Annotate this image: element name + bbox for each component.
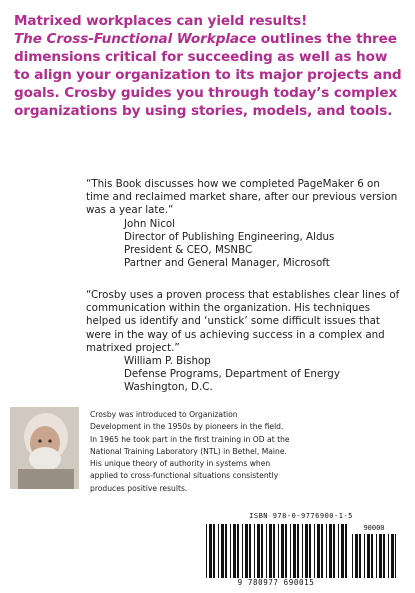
barcode-bar bbox=[257, 524, 260, 578]
barcode-bar bbox=[355, 534, 358, 578]
headline-line1: Matrixed workplaces can yield results! bbox=[14, 13, 308, 29]
attribution-title: Defense Programs, Department of Energy bbox=[124, 368, 340, 381]
bio-line: Crosby was introduced to Organization bbox=[90, 410, 238, 419]
testimonial-text: “Crosby uses a proven process that establishes clear lines of communication within the organization. His techniques helped us identify and ‘unstick’ some difficult issues that were in the way of us achieving success in a complex and matrixed project.” bbox=[86, 289, 400, 354]
testimonial-attribution bbox=[124, 355, 404, 395]
barcode-bar bbox=[237, 524, 239, 578]
barcode-bar bbox=[302, 524, 303, 578]
barcode-bar bbox=[278, 524, 279, 578]
barcode-bar bbox=[333, 524, 335, 578]
testimonial-text: “This Book discusses how we completed PageMaker 6 on time and reclaimed market share, after our previous version was a year late.” bbox=[86, 178, 398, 217]
barcode-bar bbox=[221, 524, 224, 578]
barcode-bar bbox=[345, 524, 347, 578]
barcode-bar bbox=[359, 534, 361, 578]
supplement-barcode-bars bbox=[352, 534, 396, 578]
attribution-title: Washington, D.C. bbox=[124, 381, 213, 394]
bio-line: In 1965 he took part in the first training in OD at the bbox=[90, 434, 290, 444]
bio-line: National Training Laboratory (NTL) in Bethel, Maine. bbox=[90, 446, 287, 456]
barcode-bar bbox=[297, 524, 299, 578]
barcode-bar bbox=[314, 524, 315, 578]
barcode-bar bbox=[285, 524, 287, 578]
author-portrait-icon bbox=[10, 407, 79, 489]
bio-line: produces positive results. bbox=[90, 483, 188, 493]
barcode-bar bbox=[379, 534, 382, 578]
barcode-bar bbox=[233, 524, 236, 578]
testimonial-attribution bbox=[124, 218, 404, 271]
barcode-bar bbox=[338, 524, 339, 578]
barcode-bar bbox=[371, 534, 373, 578]
attribution-title: Director of Publishing Engineering, Aldus bbox=[124, 230, 335, 243]
ean-barcode-bars bbox=[206, 524, 348, 578]
barcode-bar bbox=[206, 524, 207, 578]
barcode-bar bbox=[364, 534, 365, 578]
barcode-bar bbox=[305, 524, 308, 578]
barcode-bar bbox=[326, 524, 327, 578]
barcode-bar bbox=[367, 534, 370, 578]
attribution-title: President & CEO, MSNBC bbox=[124, 244, 253, 257]
barcode-bar bbox=[317, 524, 320, 578]
barcode-bar bbox=[261, 524, 263, 578]
barcode-bar bbox=[245, 524, 248, 578]
barcode-bar bbox=[273, 524, 275, 578]
barcode-bar bbox=[329, 524, 332, 578]
testimonial-nicol bbox=[86, 178, 404, 270]
barcode-bar bbox=[391, 534, 394, 578]
barcode-bar bbox=[309, 524, 311, 578]
barcode-bar bbox=[388, 534, 389, 578]
headline-body: outlines the three dimensions critical for succeeding as well as how to align your organization to its major projects and goals. Crosby guides you through today’s complex organizations by using stories, models, and tools. bbox=[14, 31, 402, 119]
isbn-barcode bbox=[196, 512, 406, 590]
book-title: The Cross-Functional Workplace bbox=[14, 31, 257, 47]
barcode-bar bbox=[383, 534, 385, 578]
ean-digits: 9 780977 690015 bbox=[237, 578, 315, 587]
barcode-bar bbox=[290, 524, 291, 578]
barcode-bar bbox=[209, 524, 212, 578]
attribution-name: William P. Bishop bbox=[124, 355, 211, 368]
barcode-bar bbox=[225, 524, 227, 578]
author-photo bbox=[10, 407, 79, 489]
attribution-title: Partner and General Manager, Microsoft bbox=[124, 257, 330, 270]
attribution-name: John Nicol bbox=[124, 217, 176, 230]
barcode-bar bbox=[269, 524, 272, 578]
barcode-bar bbox=[321, 524, 323, 578]
barcode-bar bbox=[254, 524, 255, 578]
barcode-bar bbox=[352, 534, 353, 578]
barcode-bar bbox=[242, 524, 243, 578]
bio-line: Development in the 1950s by pioneers in the field. bbox=[90, 422, 284, 432]
barcode-bar bbox=[230, 524, 231, 578]
supplement-label: 90000 bbox=[363, 524, 385, 532]
isbn-label: ISBN 978-0-9776900-1-5 bbox=[249, 512, 353, 520]
barcode-bar bbox=[213, 524, 215, 578]
author-bio bbox=[90, 409, 390, 495]
testimonial-bishop bbox=[86, 289, 404, 395]
headline-blurb bbox=[14, 12, 406, 120]
bio-line: His unique theory of authority in systems when bbox=[90, 459, 271, 469]
barcode-bar bbox=[249, 524, 251, 578]
barcode-bar bbox=[281, 524, 284, 578]
barcode-bar bbox=[395, 534, 396, 578]
barcode-bar bbox=[266, 524, 267, 578]
barcode-bar bbox=[218, 524, 219, 578]
barcode-bar bbox=[376, 534, 377, 578]
barcode-bar bbox=[341, 524, 344, 578]
barcode-bar bbox=[293, 524, 296, 578]
bio-line: applied to cross-functional situations consistently bbox=[90, 471, 279, 481]
